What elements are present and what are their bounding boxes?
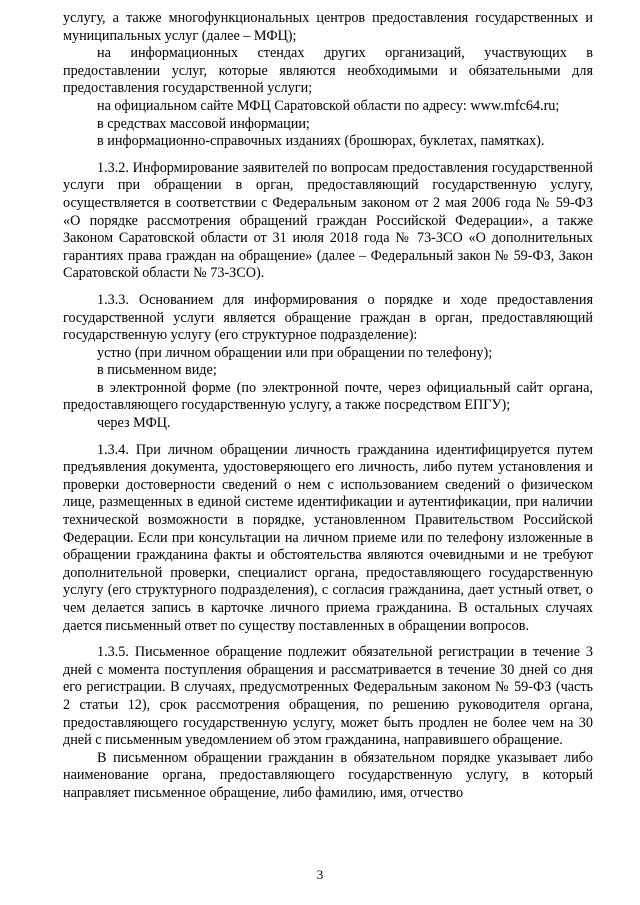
paragraph-1: услугу, а также многофункциональных центров предоставления государственных и муниципальных услуг (далее – МФЦ); bbox=[63, 10, 593, 44]
paragraph-13: 1.3.5. Письменное обращение подлежит обязательной регистрации в течение 3 дней с момента поступления обращения и рассматривается в течение 30 дней со дня его регистрации. В случаях, предусмотренных Федеральным законом № 59-ФЗ (часть 2 статьи 12), срок рассмотрения обращения, по решению руководителя органа, предоставляющего государственную услугу, может быть продлен не более чем на 30 дней с письменным уведомлением об этом гражданина, направившего обращение. bbox=[63, 644, 593, 749]
paragraph-10: в электронной форме (по электронной почте, через официальный сайт органа, предоставляющего государственную услугу, а также посредством ЕПГУ); bbox=[63, 379, 593, 414]
paragraph-14: В письменном обращении гражданин в обязательном порядке указывает либо наименование органа, предоставляющего государственную услугу, в который направляет письменное обращение, либо фамилию, имя, отчество bbox=[63, 749, 593, 801]
paragraph-8: устно (при личном обращении или при обращении по телефону); bbox=[97, 344, 493, 361]
paragraph-9: в письменном виде; bbox=[97, 362, 217, 379]
paragraph-6: 1.3.2. Информирование заявителей по вопросам предоставления государственной услуги при обращении в орган, предоставляющий государственную услугу, осуществляется в соответствии с Федеральным законом от 2 мая 2006 года № 59-ФЗ «О порядке рассмотрения обращений граждан Российской Федерации», а также Законом Саратовской области от 31 июля 2018 года № 73-ЗСО «О дополнительных гарантиях права граждан на обращение» (далее – Федеральный закон № 59-ФЗ, Закон Саратовской области № 73-ЗСО). bbox=[63, 159, 593, 282]
paragraph-2: на информационных стендах других организаций, участвующих в предоставлении услуг, которые являются необходимыми и обязательными для предоставления государственной услуги; bbox=[63, 45, 593, 97]
paragraph-5: в информационно-справочных изданиях (брошюрах, буклетах, памятках). bbox=[97, 133, 545, 150]
paragraph-7: 1.3.3. Основанием для информирования о порядке и ходе предоставления государственной услуги является обращение граждан в орган, предоставляющий государственную услугу (его структурное подразделение): bbox=[63, 291, 593, 344]
paragraph-3: на официальном сайте МФЦ Саратовской области по адресу: www.mfc64.ru; bbox=[97, 97, 560, 114]
paragraph-11: через МФЦ. bbox=[97, 415, 171, 432]
paragraph-12: 1.3.4. При личном обращении личность гражданина идентифицируется путем предъявления документа, удостоверяющего его личность, либо путем установления и проверки достоверности сведений о нем с использованием сведений о физическом лице, размещенных в единой системе идентификации и аутентификации, при наличии технической возможности в порядке, установленном Правительством Российской Федерации. Если при консультации на личном приеме или по телефону изложенные в обращении гражданина факты и обстоятельства являются очевидными и не требуют дополнительной проверки, специалист органа, предоставляющего государственную услугу (его структурного подразделения), с согласия гражданина, дает устный ответ, о чем делается запись в карточке личного приема гражданина. В остальных случаях дается письменный ответ по существу поставленных в обращении вопросов. bbox=[63, 441, 593, 634]
page-number: 3 bbox=[316, 867, 324, 882]
document-body bbox=[63, 10, 593, 803]
paragraph-4: в средствах массовой информации; bbox=[97, 115, 310, 132]
